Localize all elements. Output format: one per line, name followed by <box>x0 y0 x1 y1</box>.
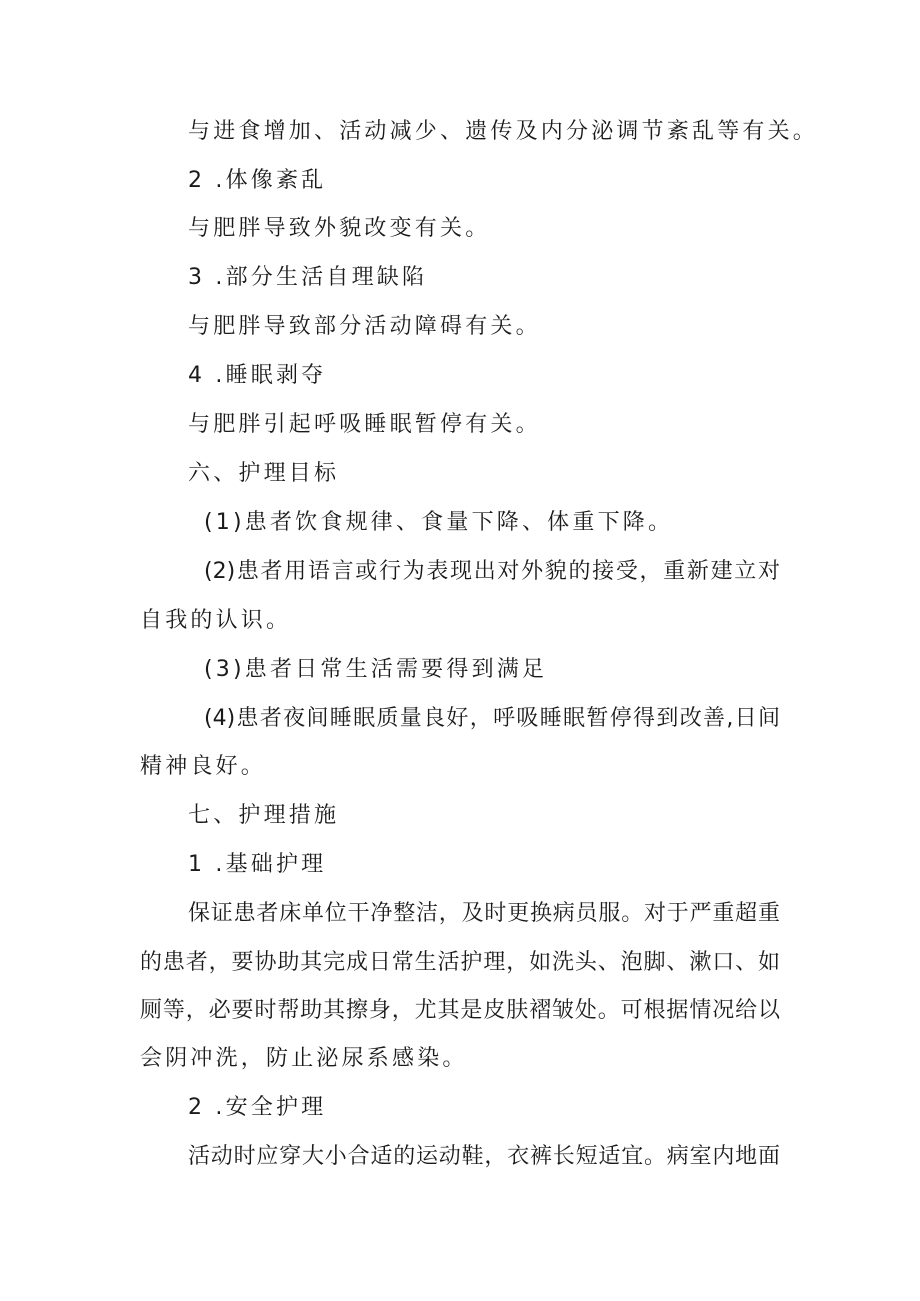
goal-item: (3)患者日常生活需要得到满足 <box>204 657 548 682</box>
paragraph-line: 的患者，要协助其完成日常生活护理，如洗头、泡脚、漱口、如 <box>140 950 780 975</box>
goal-item-continued: 自我的认识。 <box>140 608 292 633</box>
list-heading: 2 .安全护理 <box>188 1095 327 1120</box>
paragraph-line: 活动时应穿大小合适的运动鞋，衣裤长短适宜。病室内地面 <box>188 1144 780 1169</box>
paragraph-line: 保证患者床单位干净整洁，及时更换病员服。对于严重超重 <box>188 901 780 926</box>
section-heading: 七、护理措施 <box>188 803 340 828</box>
paragraph-line: 与肥胖导致外貌改变有关。 <box>188 216 491 241</box>
goal-item: (4)患者夜间睡眠质量良好，呼吸睡眠暂停得到改善,日间 <box>204 706 780 731</box>
list-heading: 1 .基础护理 <box>188 852 327 877</box>
paragraph-line: 会阴冲洗，防止泌尿系感染。 <box>140 1046 468 1071</box>
goal-item-continued: 精神良好。 <box>140 754 267 779</box>
paragraph-line: 与肥胖引起呼吸睡眠暂停有关。 <box>188 412 541 437</box>
section-heading: 六、护理目标 <box>188 461 340 486</box>
goal-item: (1)患者饮食规律、食量下降、体重下降。 <box>204 510 674 535</box>
list-heading: 4 .睡眠剥夺 <box>188 363 327 388</box>
paragraph-line: 与进食增加、活动减少、遗传及内分泌调节紊乱等有关。 <box>188 119 819 144</box>
list-heading: 2 .体像紊乱 <box>188 168 327 193</box>
list-heading: 3 .部分生活自理缺陷 <box>188 265 428 290</box>
paragraph-line: 与肥胖导致部分活动障碍有关。 <box>188 314 541 339</box>
goal-item: (2)患者用语言或行为表现出对外貌的接受，重新建立对 <box>204 559 780 584</box>
paragraph-line: 厕等，必要时帮助其擦身，尤其是皮肤褶皱处。可根据情况给以 <box>140 998 780 1023</box>
